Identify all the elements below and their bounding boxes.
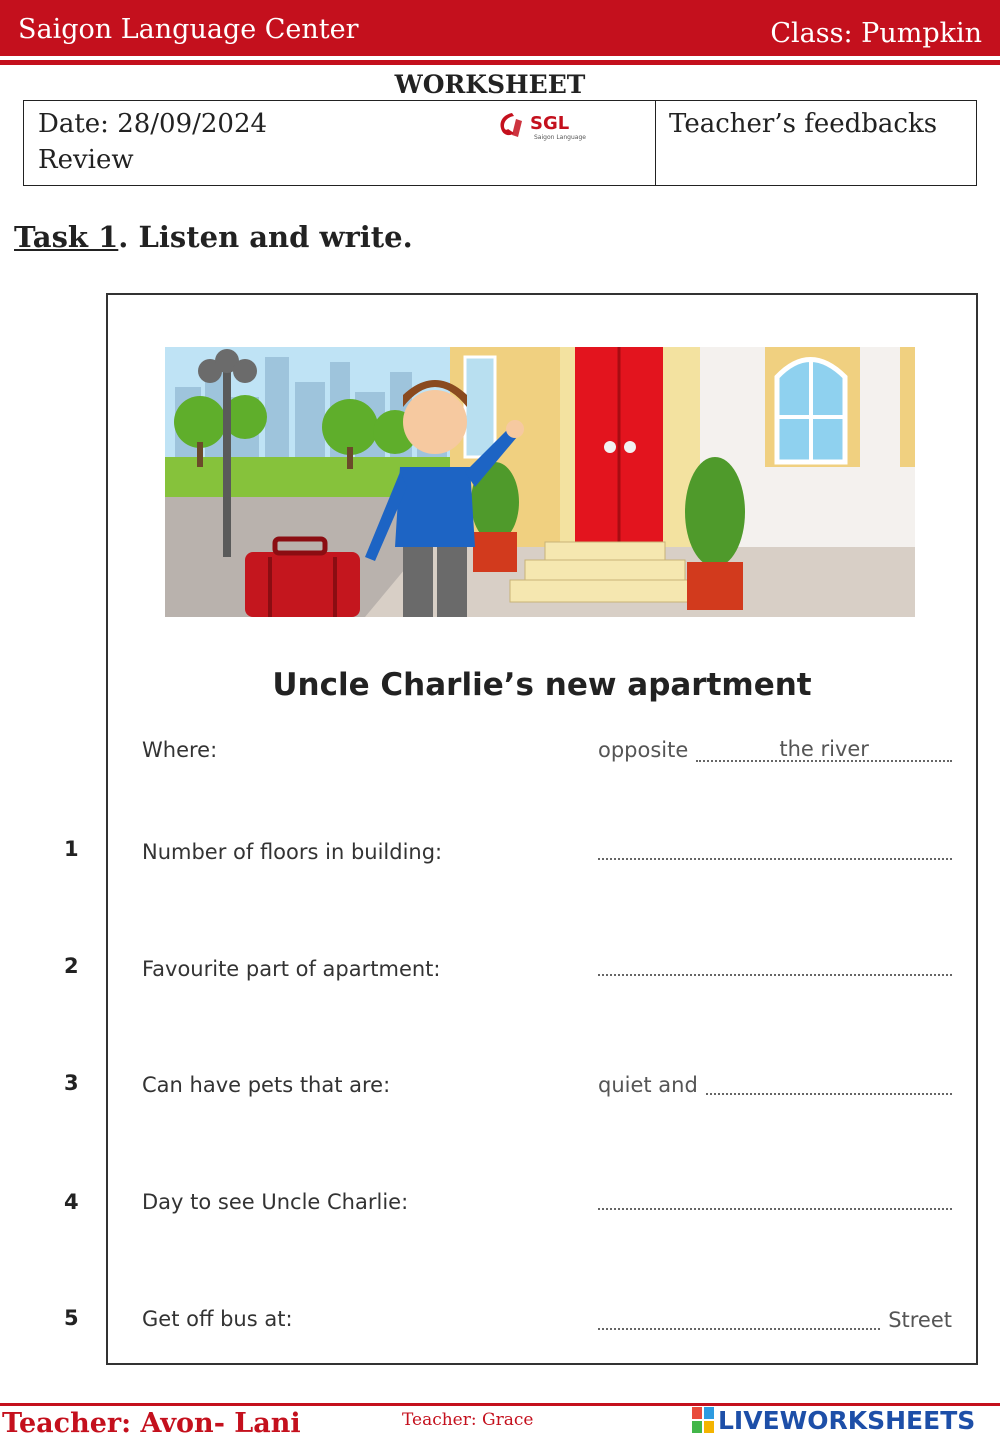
header-band — [0, 0, 1000, 56]
date-text: Date: 28/09/2024 — [38, 109, 268, 139]
liveworksheets-icon — [692, 1407, 714, 1433]
question-label: Day to see Uncle Charlie: — [142, 1190, 409, 1214]
header-divider — [0, 60, 1000, 65]
logo-text: SGL — [530, 113, 570, 134]
question-label: Can have pets that are: — [142, 1073, 391, 1097]
answer-field-3[interactable] — [598, 1073, 952, 1097]
teacher-feedback-label: Teacher’s feedbacks — [669, 109, 938, 139]
task-instruction: . Listen and write. — [118, 220, 413, 254]
answer-suffix: Street — [888, 1308, 952, 1332]
answer-blank[interactable] — [706, 1077, 952, 1095]
question-number: 5 — [64, 1306, 79, 1330]
info-left-cell — [24, 101, 656, 185]
brand-text: LIVEWORKSHEETS — [718, 1405, 976, 1435]
task-heading — [14, 220, 413, 254]
question-label: Favourite part of apartment: — [142, 957, 441, 981]
topic-text: Review — [38, 145, 134, 175]
answer-blank[interactable] — [598, 1312, 880, 1330]
example-label: Where: — [142, 738, 218, 762]
example-answer-line — [598, 738, 952, 762]
question-number: 4 — [64, 1190, 79, 1214]
footer-teacher-secondary: Teacher: Grace — [402, 1410, 534, 1430]
sgl-logo — [494, 107, 604, 143]
task-number: Task 1 — [14, 220, 119, 254]
worksheet-title: WORKSHEET — [394, 70, 586, 99]
answer-prefix: quiet and — [598, 1073, 698, 1097]
answer-field-2[interactable] — [598, 958, 952, 978]
example-answer: the river — [696, 738, 952, 762]
question-number: 1 — [64, 837, 79, 861]
example-prefix: opposite — [598, 738, 689, 762]
class-label: Class: Pumpkin — [770, 18, 982, 49]
footer-teacher: Teacher: Avon- Lani — [2, 1408, 301, 1439]
info-table — [23, 100, 977, 186]
answer-field-5[interactable] — [598, 1308, 952, 1332]
answer-field-1[interactable] — [598, 842, 952, 862]
question-number: 3 — [64, 1071, 79, 1095]
liveworksheets-brand — [692, 1404, 975, 1436]
answer-blank[interactable] — [598, 842, 952, 860]
illustration — [165, 347, 915, 617]
question-label: Number of floors in building: — [142, 840, 443, 864]
question-number: 2 — [64, 954, 79, 978]
answer-blank[interactable] — [598, 1192, 952, 1210]
sheet-title: Uncle Charlie’s new apartment — [272, 667, 812, 703]
answer-blank[interactable] — [598, 958, 952, 976]
center-name: Saigon Language Center — [18, 14, 359, 45]
answer-field-4[interactable] — [598, 1192, 952, 1212]
logo-subtext: Saigon Language — [534, 134, 586, 141]
question-label: Get off bus at: — [142, 1307, 293, 1331]
